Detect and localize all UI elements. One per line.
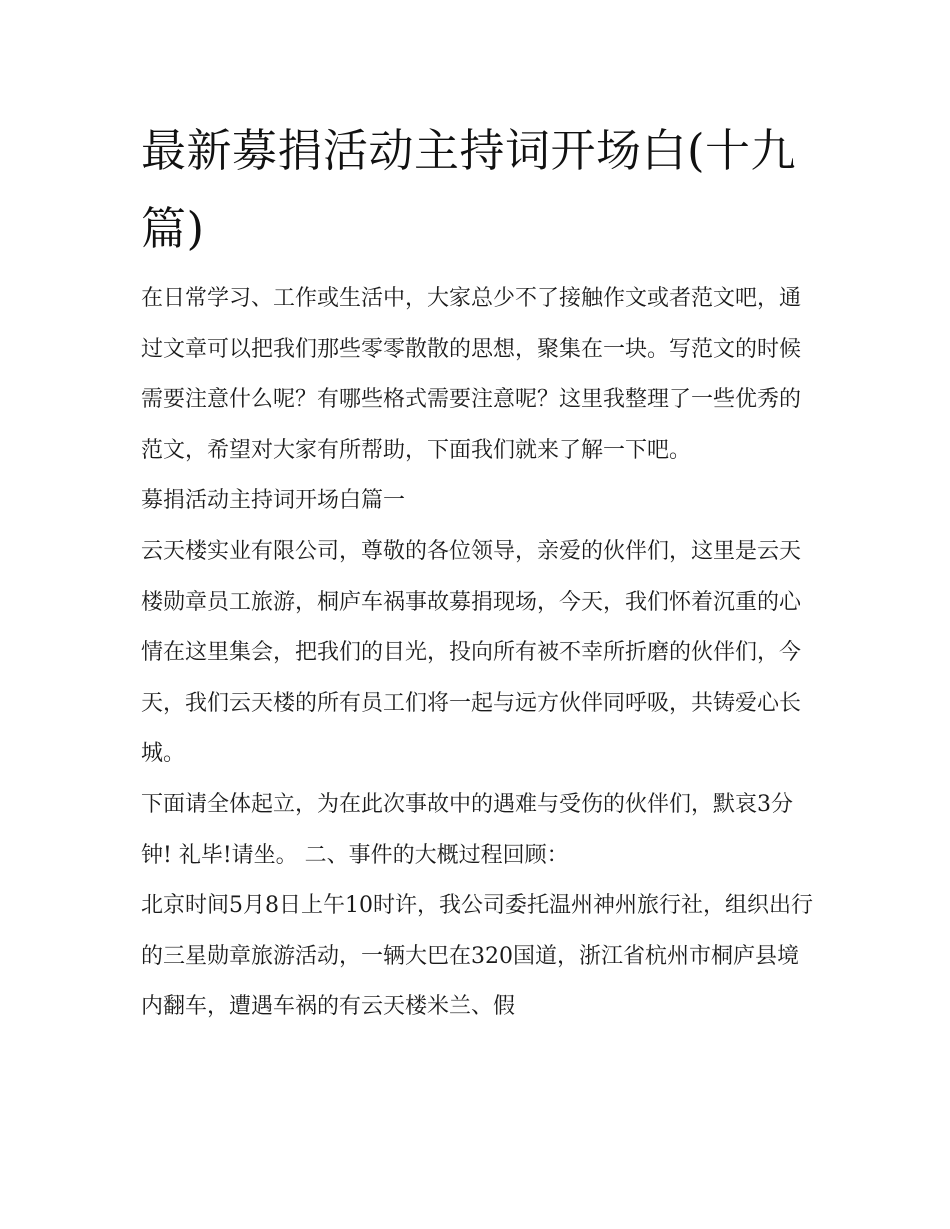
document-body: [141, 112, 813, 1033]
document-title: 最新募捐活动主持词开场白(十九篇): [141, 124, 797, 255]
body-paragraph: 下面请全体起立，为在此次事故中的遇难与受伤的伙伴们，默哀3分钟! 礼毕!请坐。 二、事件的大概过程回顾：: [141, 791, 793, 868]
body-paragraph: 云天楼实业有限公司，尊敬的各位领导，亲爱的伙伴们，这里是云天楼勋章员工旅游，桐庐车祸事故募捐现场，今天，我们怀着沉重的心情在这里集会，把我们的目光，投向所有被不幸所折磨的伙伴们，今天，我们云天楼的所有员工们将一起与远方伙伴同呼吸，共铸爱心长城。: [141, 538, 802, 767]
section-heading: 募捐活动主持词开场白篇一: [141, 488, 406, 514]
body-paragraph: 北京时间5月8日上午10时许，我公司委托温州神州旅行社，组织出行的三星勋章旅游活动，一辆大巴在320国道，浙江省杭州市桐庐县境内翻车，遭遇车祸的有云天楼米兰、假: [141, 893, 813, 1020]
intro-paragraph: 在日常学习、工作或生活中，大家总少不了接触作文或者范文吧，通过文章可以把我们那些零零散散的思想，聚集在一块。写范文的时候需要注意什么呢？有哪些格式需要注意呢？这里我整理了一些优秀的范文，希望对大家有所帮助，下面我们就来了解一下吧。: [141, 286, 802, 463]
